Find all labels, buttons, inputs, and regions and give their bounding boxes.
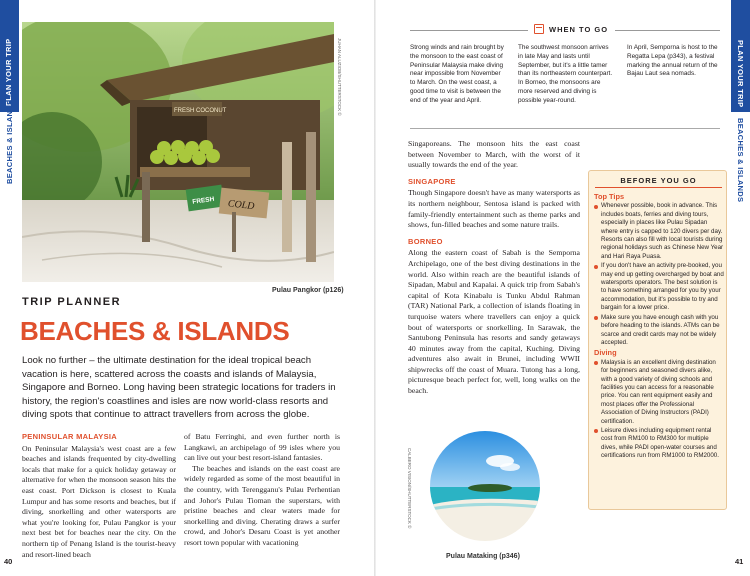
diving-item: [594, 427, 724, 461]
right-page-number: 41: [735, 557, 744, 566]
bullet-icon: [594, 265, 598, 269]
tip-item: [594, 202, 724, 261]
left-column-2: [184, 432, 340, 549]
beach-stall-illustration: [22, 22, 334, 282]
diving-heading: Diving: [594, 348, 617, 358]
singapore-heading: SINGAPORE: [408, 176, 456, 186]
left-section-label: BEACHES & ISLANDS: [5, 99, 14, 184]
fresh-sign: FRESH: [191, 195, 215, 206]
bullet-icon: [594, 316, 598, 320]
intro-paragraph: Look no further – the ultimate destination for the ideal tropical beach vacation is here, scattered across the coasts and islands of Malaysia, Singapore and Borneo. Long having been strategic locations for traders in history, the region's coastlines and isles are now world-class resorts and diving spots that continue to attract travellers from across the globe.: [22, 355, 336, 420]
borneo-text: Along the eastern coast of Sabah is the Semporna Archipelago, one of the best diving destinations in the world. Also within reach are the beautiful islands of Sipadan, Mabul and Kapalai. A quick trip from Sabah's capital of Kota Kinabalu is Tunku Abdul Rahman (TAR) National Park, a collection of islands floating in turquoise waters where travellers can enjoy a quick bout of watersports or snorkelling. In Sarawak, the Santubong Peninsula has resorts and sandy getaways 40 minutes away from the capital, Kuching. Diving adventures also await in Brunei, including WWII shipwrecks off the coast of Muara. Tutong has a long, picturesque beach perfect for, well, long walks on the beach.: [408, 248, 580, 396]
page-title: BEACHES & ISLANDS: [20, 316, 290, 346]
right-section-label: BEACHES & ISLANDS: [736, 118, 745, 203]
before-you-go-body: [594, 191, 724, 462]
left-col2-para-1: of Batu Ferringhi, and even further north is Langkawi, an archipelago of 99 isles where you can live out your best resort-island fantasies.: [184, 432, 340, 463]
tip-text: Whenever possible, book in advance. This includes boats, ferries and diving tours, especially in places like Pulau Sipadan where entry is capped to 120 divers per day. Resorts can also fill with local tourists during regional holidays such as Chinese New Year and Hari Raya Puasa.: [601, 202, 724, 260]
tip-item: [594, 314, 724, 348]
continued-text: Singaporeans. The monsoon hits the east coast between November to March, with the worst of it usually towards the end of the year.: [408, 139, 580, 170]
bullet-icon: [594, 429, 598, 433]
top-tips-heading: Top Tips: [594, 192, 625, 201]
left-col2-para-2: The beaches and islands on the east coast are widely regarded as some of the most beautiful in the country, with Terengganu's Pulau Perhentian and Johor's Pulau Tioman the superstars, with pristine beaches and clear waters made for snorkelling and diving. Cherating draws a surfer crowd, and Johor's Desaru Coast is yet another resort town popular with vacationing: [184, 463, 340, 547]
when-to-go-title: WHEN TO GO: [549, 25, 609, 34]
singapore-text: Though Singapore doesn't have as many watersports as its northern neighbour, Sentosa island is packed with family-friendly entertainment such as theme parks and shows, fun-filled beaches and some nature trails.: [408, 188, 580, 230]
trip-planner-kicker: TRIP PLANNER: [22, 296, 122, 308]
calendar-icon: [534, 24, 544, 34]
when-to-go-col-3: In April, Semporna is host to the Regatta Lepa (p343), a festival marking the annual return of the Bajau Laut sea nomads.: [627, 44, 718, 78]
before-you-go-box: [588, 170, 727, 510]
tip-text: If you don't have an activity pre-booked, you may end up getting overcharged by boat and watersports operators. The best solution is to have something arranged for you by your accommodation, but it's possible to try and bargain for a lower price.: [601, 262, 724, 312]
round-photo-credit: CALBERO VISION/SHUTTERSTOCK ©: [407, 448, 412, 529]
when-to-go-col-2: The southwest monsoon arrives in late May and lasts until September, but it's a little tamer than its northeastern counterpart. In Borneo, the monsoons are more reserved and diving is possible year-round.: [518, 44, 613, 104]
beach-stall-photo: [22, 22, 334, 282]
island-round-photo: [430, 431, 540, 541]
bullet-icon: [594, 361, 598, 365]
left-tab-label: PLAN YOUR TRIP: [4, 38, 13, 106]
tip-item: [594, 262, 724, 312]
diving-text: Malaysia is an excellent diving destination for beginners and seasoned divers alike, with a good variety of diving schools and facilities you can access for a reasonable price. You can rent equipment easily and most places offer the Professional Association of Diving Instructors (PADI) certification.: [601, 358, 716, 425]
top-photo-credit: JUHAN ALUZIOB/SHUTTERSTOCK ©: [337, 38, 342, 116]
tip-text: Make sure you have enough cash with you before heading to the islands. ATMs can be scarce and credit cards may not be widely accepted.: [601, 313, 720, 346]
page-gutter: [374, 0, 376, 576]
right-main-column: [408, 139, 580, 397]
peninsular-text: On Peninsular Malaysia's west coast are a few beaches and islands frequented by city-dwelling locals that make for a quick holiday getaway or alternative for when the monsoon season hits the east coast. Port Dickson is closest to Kuala Lumpur and has some resorts and beaches, but if diving, snorkelling and other watersports are what you're looking for, Pulau Pangkor is your next best bet for beaches near the city. On the northern tip of Penang Island is the tourist-heavy and resort-lined beach: [22, 443, 176, 559]
diving-item: [594, 359, 724, 426]
top-photo-caption: Pulau Pangkor (p126): [272, 287, 344, 294]
bullet-icon: [594, 205, 598, 209]
cold-sign: COLD: [227, 198, 255, 213]
peninsular-heading: PENINSULAR MALAYSIA: [22, 432, 118, 441]
borneo-heading: BORNEO: [408, 236, 443, 246]
left-column-1: [22, 432, 176, 560]
when-to-go-divider: [410, 128, 720, 129]
right-tab-label: PLAN YOUR TRIP: [736, 40, 745, 108]
fresh-coconut-sign: FRESH COCONUT: [174, 108, 227, 114]
when-to-go-col-1: Strong winds and rain brought by the monsoon to the east coast of Peninsular Malaysia make diving near impossible from November to March. On the west coast, a good time to visit is between the end of the year and April.: [410, 44, 504, 104]
before-you-go-title: BEFORE YOU GO: [620, 176, 697, 185]
left-page-number: 40: [4, 557, 13, 566]
island-illustration: [430, 431, 540, 541]
when-to-go-header: [410, 22, 720, 38]
round-photo-caption: Pulau Mataking (p346): [446, 553, 520, 560]
diving-text: Leisure dives including equipment rental cost from RM100 to RM300 for multiple dives, while PADI open-water courses and certifications run from RM1000 to RM2000.: [601, 426, 719, 460]
before-you-go-rule: [595, 187, 722, 188]
